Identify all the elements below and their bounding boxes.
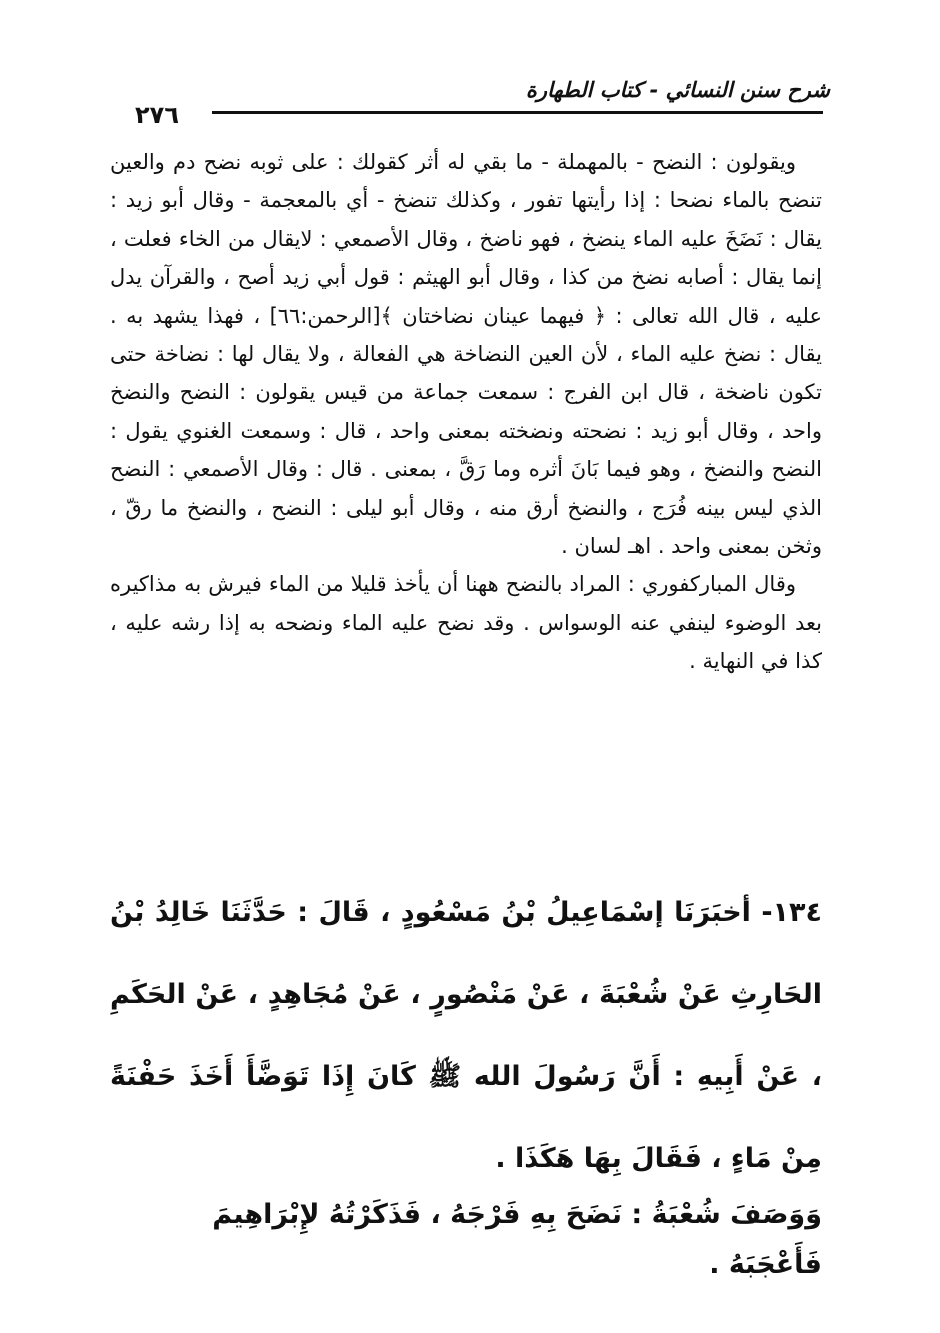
commentary-paragraph: وقال المباركفوري : المراد بالنضح ههنا أن يأخذ قليلا من الماء فيرش به مذاكيره بعد الوضوء لينفي عنه الوسواس . وقد نضح عليه الماء ونضحه به إذا رشه عليه ، كذا في النهاية . <box>110 572 822 674</box>
hadith-number: ١٣٤- <box>761 897 822 928</box>
hadith-paragraph <box>110 872 822 1200</box>
commentary-paragraph: ويقولون : النضح - بالمهملة - ما بقي له أثر كقولك : على ثوبه نضح دم والعين تنضح بالماء نضحا : إذا رأيتها تفور ، وكذلك تنضخ - أي بالمعجمة - وقال أبو زيد : يقال : نَضَخَ عليه الماء ينضخ ، فهو ناضخ ، وقال الأصمعي : لايقال من الخاء فعلت ، إنما يقال : أصابه نضخ من كذا ، وقال أبو الهيثم : قول أبي زيد أصح ، والقرآن يدل عليه ، قال الله تعالى : ﴿ فيهما عينان نضاختان ﴾[الرحمن:٦٦] ، فهذا يشهد به . يقال : نضخ عليه الماء ، لأن العين النضاخة هي الفعالة ، ولا يقال لها : نضاخة حتى تكون ناضخة ، قال ابن الفرج : سمعت جماعة من قيس يقولون : النضح والنضخ واحد ، وقال أبو زيد : نضحته ونضخته بمعنى واحد ، قال : وسمعت الغنوي يقول : النضح والنضخ ، وهو فيما بَانَ أثره وما رَقَّ ، بمعنى . قال : وقال الأصمعي : النضح الذي ليس بينه فُرَج ، والنضخ أرق منه ، وقال أبو ليلى : النضح ، والنضخ ما رقّ ، وثخن بمعنى واحد . اهـ لسان . <box>110 150 822 559</box>
hadith-note: وَوَصَفَ شُعْبَةُ : نَضَحَ بِهِ فَرْجَهُ ، فَذَكَرْتُهُ لإِبْرَاهِيمَ فَأَعْجَبَهُ . <box>212 1199 822 1280</box>
header-rule <box>110 111 823 114</box>
hadith-block <box>110 872 822 1200</box>
commentary-text <box>110 143 822 681</box>
page-number: ٢٧٦ <box>102 98 212 132</box>
hadith-text: أخبَرَنَا إسْمَاعِيلُ بْنُ مَسْعُودٍ ، قَالَ : حَدَّثَنَا خَالِدُ بْنُ الحَارِثِ عَنْ شُعْبَةَ ، عَنْ مَنْصُورٍ ، عَنْ مُجَاهِدٍ ، عَنْ الحَكَمِ ، عَنْ أَبِيهِ : أَنَّ رَسُولَ الله ﷺ كَانَ إِذَا تَوَضَّأَ أَخَذَ حَفْنَةً مِنْ مَاءٍ ، فَقَالَ بِهَا هَكَذَا . <box>110 897 822 1174</box>
running-head: شرح سنن النسائي - كتاب الطهارة <box>525 78 830 102</box>
